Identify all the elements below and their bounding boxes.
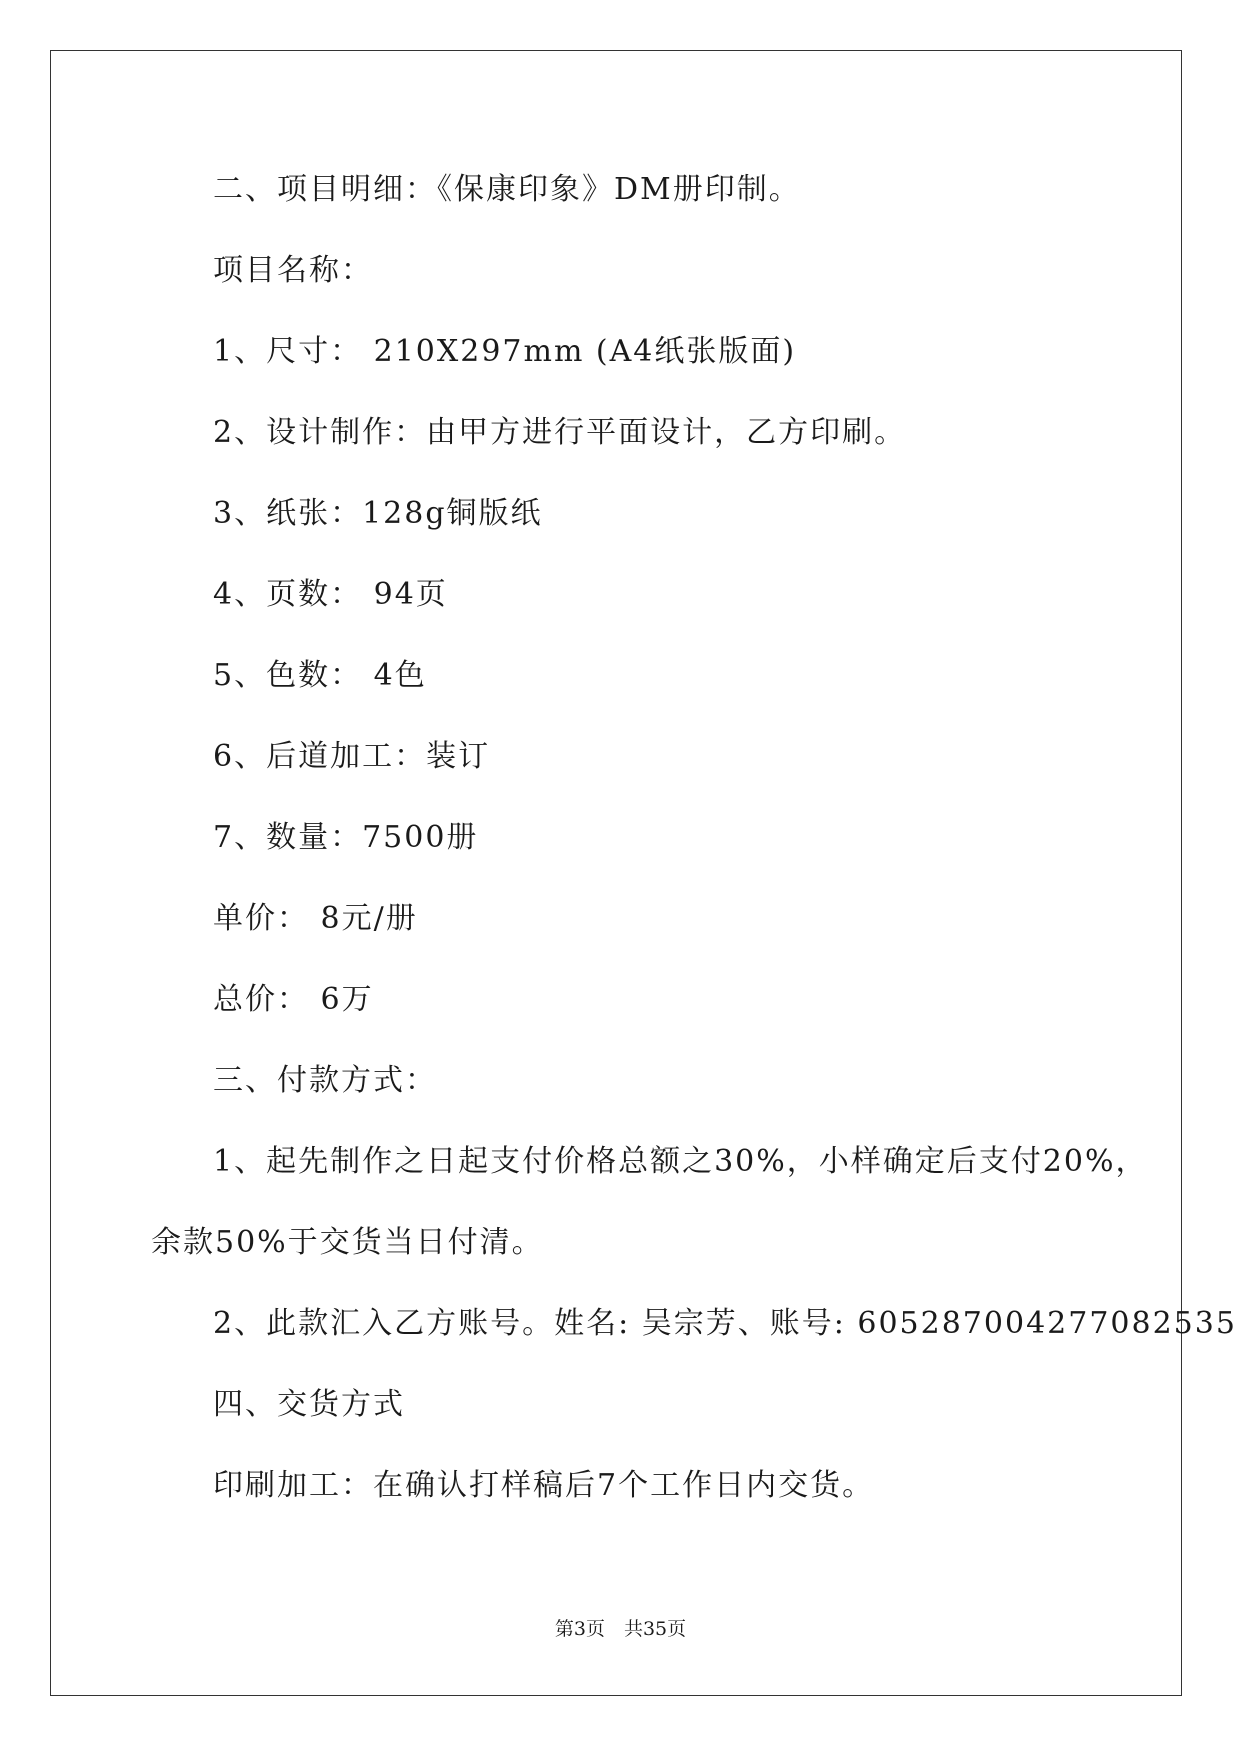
section-heading-delivery: 四、交货方式 (213, 1387, 405, 1422)
payment-account: 2、此款汇入乙方账号。姓名: 吴宗芳、账号: 605287004277082535 (213, 1306, 1237, 1341)
item-quantity: 7、数量：7500册 (213, 820, 479, 855)
unit-price: 单价： 8元/册 (213, 901, 418, 936)
page-border (50, 50, 1182, 1696)
section-heading-project-detail: 二、项目明细：《保康印象》DM册印制。 (213, 172, 801, 207)
section-heading-payment: 三、付款方式： (213, 1063, 437, 1098)
item-colors: 5、色数： 4色 (213, 658, 427, 693)
page-footer: 第3页 共35页 (554, 1618, 687, 1640)
payment-terms-line-1: 1、起先制作之日起支付价格总额之30%，小样确定后支付20%， (213, 1144, 1148, 1179)
project-name-label: 项目名称： (213, 253, 373, 288)
payment-terms-line-2: 余款50%于交货当日付清。 (151, 1225, 544, 1260)
item-finishing: 6、后道加工：装订 (213, 739, 491, 774)
total-price: 总价： 6万 (213, 982, 374, 1017)
item-pages: 4、页数： 94页 (213, 577, 448, 612)
item-size: 1、尺寸： 210X297mm (A4纸张版面) (213, 334, 797, 369)
item-design: 2、设计制作：由甲方进行平面设计，乙方印刷。 (213, 415, 907, 450)
item-paper: 3、纸张：128g铜版纸 (213, 496, 543, 531)
delivery-terms: 印刷加工：在确认打样稿后7个工作日内交货。 (213, 1468, 875, 1503)
